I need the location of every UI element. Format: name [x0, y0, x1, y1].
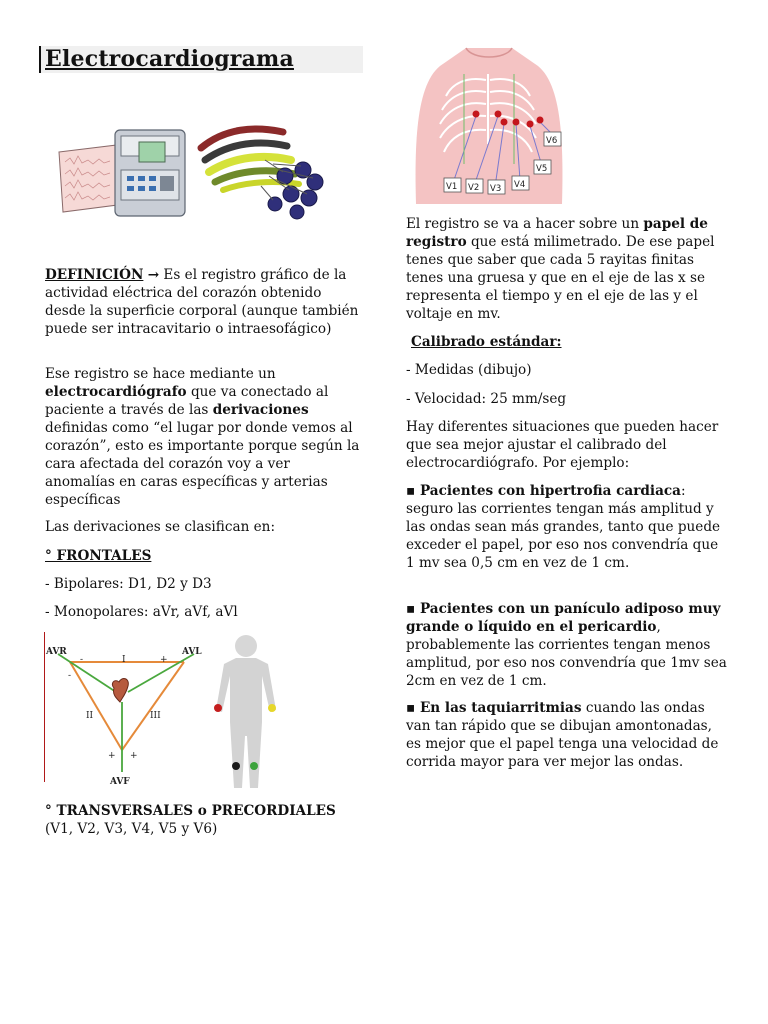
right-arm-electrode-icon — [214, 704, 222, 712]
transversales-heading: ° TRANSVERSALES o PRECORDIALES — [45, 803, 336, 819]
registro-bold-electrocardiografo: electrocardiógrafo — [45, 384, 187, 400]
hipertrofia-bold: ▪ Pacientes con hipertrofia cardiaca — [406, 483, 681, 499]
chest-label-v2: V2 — [468, 183, 480, 193]
registro-paragraph — [45, 365, 363, 509]
lead-ii-label: II — [86, 711, 94, 721]
hipertrofia-paragraph — [406, 482, 728, 572]
transversales-paragraph — [45, 802, 363, 838]
plus-sign-i: + — [160, 655, 168, 665]
avl-label: AVL — [182, 647, 202, 657]
papel-paragraph — [406, 215, 728, 323]
lead-iii-label: III — [150, 711, 161, 721]
papel-bold: papel de registro — [406, 216, 708, 250]
definicion-text: Es el registro gráfico de la actividad eléctrica del corazón obtenido desde la superficie corporal (aunque también puede ser intracavitario o intraesofágico) — [45, 267, 359, 337]
velocidad-text: - Velocidad: 25 mm/seg — [406, 391, 567, 407]
situaciones-text: Hay diferentes situaciones que pueden hacer que sea mejor ajustar el calibrado del electrocardiógrafo. Por ejemplo: — [406, 419, 719, 471]
transversales-list: (V1, V2, V3, V4, V5 y V6) — [45, 821, 218, 837]
taqui-paragraph — [406, 699, 728, 771]
definicion-label: DEFINICIÓN — [45, 267, 144, 283]
bipolares-text: - Bipolares: D1, D2 y D3 — [45, 576, 212, 592]
plus-sign-ii: + — [108, 751, 116, 761]
clasifican-text: Las derivaciones se clasifican en: — [45, 519, 276, 535]
registro-bold-derivaciones: derivaciones — [212, 402, 309, 418]
papel-text-1: El registro se va a hacer sobre un — [406, 216, 644, 232]
lead-i-label: I — [122, 655, 126, 665]
chest-label-v4: V4 — [514, 180, 526, 190]
body-silhouette-limb-electrodes — [206, 632, 286, 790]
registro-text-1: Ese registro se hace mediante un — [45, 366, 276, 382]
taqui-bold: ▪ En las taquiarritmias — [406, 700, 582, 716]
definicion-arrow: → — [147, 267, 160, 283]
left-arm-electrode-icon — [268, 704, 276, 712]
chest-label-v5: V5 — [536, 164, 548, 174]
definicion-paragraph — [45, 266, 363, 338]
plus-sign-iii: + — [130, 751, 138, 761]
left-leg-electrode-icon — [250, 762, 258, 770]
avf-label: AVF — [110, 777, 130, 787]
chest-precordial-diagram — [406, 44, 572, 206]
adiposo-bold: ▪ Pacientes con un panículo adiposo muy grande o líquido en el pericardio — [406, 601, 721, 635]
chest-label-v1: V1 — [446, 182, 458, 192]
hipertrofia-text: : seguro las corrientes tengan más amplitud y las ondas sean más grandes, tanto que puede exceder el papel, por eso nos convendría que 1 mv sea 0,5 cm en vez de 1 cm. — [406, 483, 721, 571]
electrodes-cables-illustration — [195, 120, 335, 224]
taqui-text: cuando las ondas van tan rápido que se dibujan amontonadas, es mejor que el papel tenga una velocidad de corrida mayor para ver mejor las ondas. — [406, 700, 719, 770]
chest-label-v6: V6 — [546, 136, 558, 146]
frontales-heading: ° FRONTALES — [45, 548, 152, 564]
right-leg-electrode-icon — [232, 762, 240, 770]
monopolares-text: - Monopolares: aVr, aVf, aVl — [45, 604, 238, 620]
calibrado-heading: Calibrado estándar: — [411, 334, 562, 350]
chest-label-v3: V3 — [490, 184, 502, 194]
minus-sign-i: - — [80, 655, 84, 665]
minus-sign-ii: - — [68, 671, 72, 681]
ecg-machine-illustration — [55, 122, 190, 220]
registro-text-3: definidas como “el lugar por donde vemos al corazón”, esto es importante porque según la cara afectada del corazón voy a ver anomalías en caras específicas y arterias específicas — [45, 420, 360, 508]
papel-text-2: que está milimetrado. De ese papel tenes que saber que cada 5 rayitas finitas tenes una gruesa y que en el eje de las x se representa el tiempo y en el eje de las y el voltaje en mv. — [406, 234, 715, 322]
medidas-text: - Medidas (dibujo) — [406, 362, 532, 378]
einthoven-triangle-diagram — [44, 632, 208, 790]
avr-label: AVR — [46, 647, 67, 657]
page-title: Electrocardiograma — [45, 46, 294, 72]
adiposo-text: , probablemente las corrientes tengan menos amplitud, por eso nos convendría que 1mv sea 2cm en vez de 1 cm. — [406, 619, 727, 689]
adiposo-paragraph — [406, 600, 728, 690]
registro-text-2: que va conectado al paciente a través de las — [45, 384, 329, 418]
